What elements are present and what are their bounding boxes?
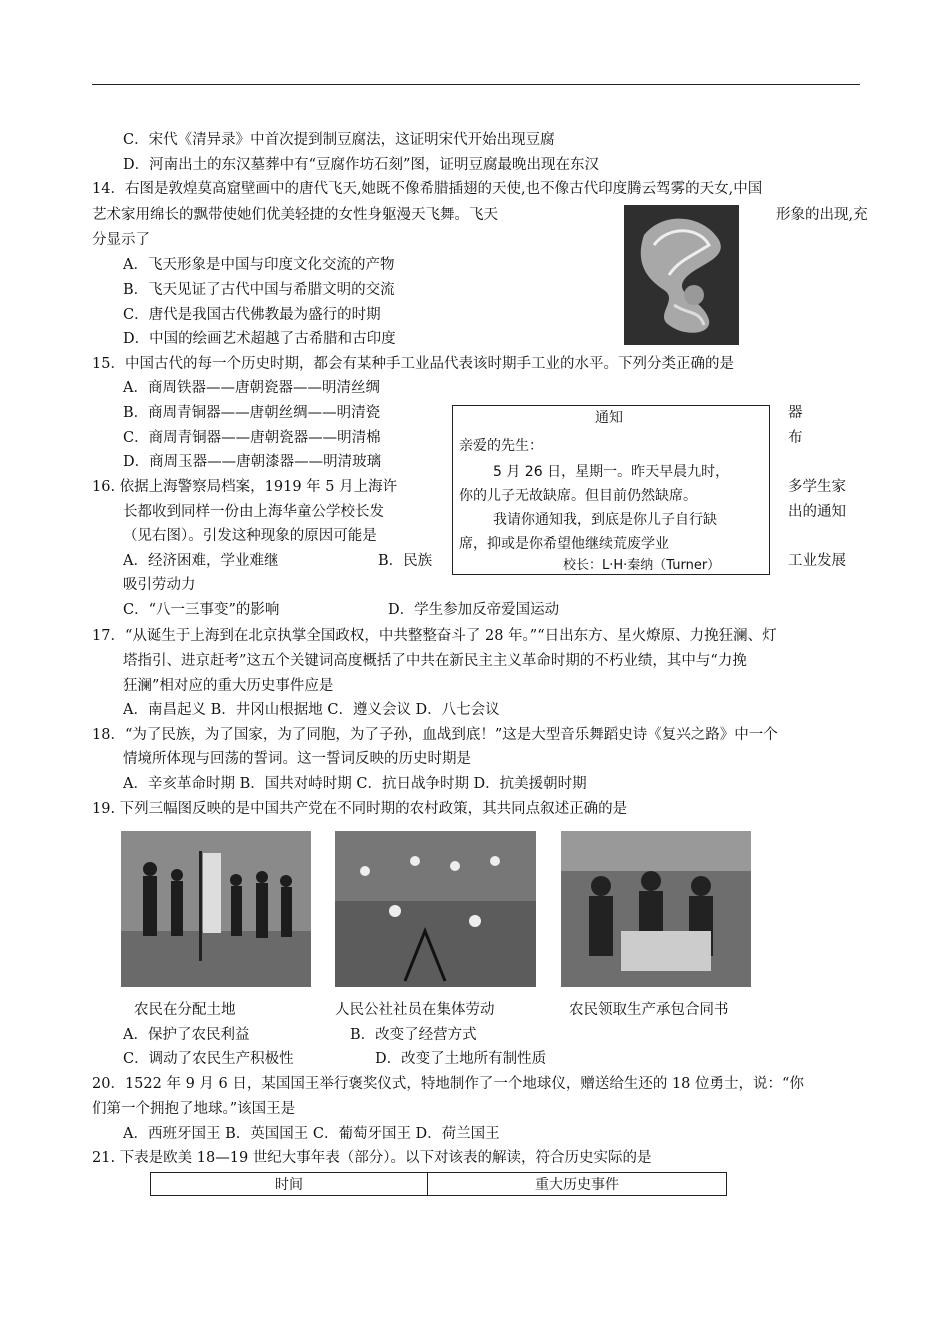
q14-option-d: D．中国的绘画艺术超越了古希腊和古印度 <box>123 331 396 347</box>
q18-stem-line1: 18．“为了民族，为了国家，为了同胞，为了子孙，血战到底！”这是大型音乐舞蹈史诗《复兴之路》中一个 <box>92 727 778 743</box>
q15-option-b: B．商周青铜器——唐朝丝绸——明清瓷 <box>123 405 381 421</box>
caption-commune-labor: 人民公社社员在集体劳动 <box>335 1002 495 1018</box>
q14-stem-line1: 14．右图是敦煌莫高窟壁画中的唐代飞天,她既不像希腊插翅的天使,也不像古代印度腾云驾雾的天女,中国 <box>92 181 763 197</box>
q17-stem-line1: 17．“从诞生于上海到在北京执掌全国政权，中共整整奋斗了 28 年。”“日出东方、星火燎原、力挽狂澜、灯 <box>92 628 777 644</box>
q17-stem-line3: 狂澜”相对应的重大历史事件应是 <box>123 678 334 694</box>
q20-stem-line1: 20．1522 年 9 月 6 日，某国国王举行褒奖仪式，特地制作了一个地球仪，赠送给生还的 18 位勇士，说：“你 <box>92 1076 804 1092</box>
q17-options: A．南昌起义 B．井冈山根据地 C．遵义会议 D．八七会议 <box>123 702 500 718</box>
q15-option-c-tail: 布 <box>788 430 803 446</box>
q15-option-a: A．商周铁器——唐朝瓷器——明清丝绸 <box>123 380 380 396</box>
notice-greeting: 亲爱的先生： <box>459 438 543 454</box>
q18-stem-line2: 情境所体现与回荡的誓词。这一誓词反映的历史时期是 <box>123 751 471 767</box>
caption-contract-signing: 农民领取生产承包合同书 <box>569 1002 729 1018</box>
q16-option-d: D．学生参加反帝爱国运动 <box>388 602 560 618</box>
q15-option-d: D．商周玉器——唐朝漆器——明清玻璃 <box>123 454 382 470</box>
q19-stem: 19. 下列三幅图反映的是中国共产党在不同时期的农村政策，其共同点叙述正确的是 <box>92 801 628 817</box>
q14-option-b: B．飞天见证了古代中国与希腊文明的交流 <box>123 282 395 298</box>
q18-options: A．辛亥革命时期 B．国共对峙时期 C．抗日战争时期 D．抗美援朝时期 <box>123 776 587 792</box>
notice-body-3: 我请你通知我，到底是你儿子自行缺 <box>493 512 717 528</box>
feitian-mural-image <box>624 205 739 345</box>
q15-stem: 15．中国古代的每一个历史时期，都会有某种手工业品代表该时期手工业的水平。下列分类正确的是 <box>92 356 734 372</box>
q13-option-c: C．宋代《清异录》中首次提到制豆腐法，这证明宋代开始出现豆腐 <box>123 132 555 148</box>
table-header-events: 重大历史事件 <box>428 1173 727 1196</box>
q19-option-d: D．改变了土地所有制性质 <box>375 1051 547 1067</box>
notice-signature: 校长：L·H·秦纳（Turner） <box>563 558 721 573</box>
table-header-row <box>151 1173 727 1196</box>
q14-stem-line2-tail: 形象的出现,充 <box>776 207 868 223</box>
q16-stem-line1: 16. 依据上海警察局档案，1919 年 5 月上海许 <box>92 479 398 495</box>
events-table <box>150 1172 727 1196</box>
notice-body-2: 你的儿子无故缺席。但目前仍然缺席。 <box>459 488 697 504</box>
q16-stem-line2-tail: 出的通知 <box>788 504 846 520</box>
q16-option-c: C．“八一三事变”的影响 <box>123 602 280 618</box>
q16-stem-line3: （见右图）。引发这种现象的原因可能是 <box>123 528 377 544</box>
q16-option-b: B．民族 <box>378 553 433 569</box>
q16-stem-line2: 长都收到同样一份由上海华童公学校长发 <box>123 504 384 520</box>
notice-box <box>452 405 770 575</box>
q19-option-a: A．保护了农民利益 <box>123 1027 250 1043</box>
photo-land-distribution <box>121 831 311 987</box>
header-rule <box>92 84 860 85</box>
notice-title: 通知 <box>595 410 623 426</box>
q16-option-a: A．经济困难，学业难继 <box>123 553 279 569</box>
notice-body-4: 席，抑或是你希望他继续荒废学业 <box>459 536 669 552</box>
photo-commune-labor <box>335 831 536 987</box>
q20-stem-line2: 们第一个拥抱了地球。”该国王是 <box>92 1101 296 1117</box>
q20-options: A．西班牙国王 B．英国国王 C．葡萄牙国王 D．荷兰国王 <box>123 1126 500 1142</box>
table-header-time: 时间 <box>151 1173 428 1196</box>
photo-contract-signing <box>561 831 751 987</box>
q16-stem-line1-tail: 多学生家 <box>788 479 846 495</box>
q16-option-b-tail: 工业发展 <box>788 553 846 569</box>
q15-option-c: C．商周青铜器——唐朝瓷器——明清棉 <box>123 430 381 446</box>
notice-body-1: 5 月 26 日，星期一。昨天早晨九时， <box>493 464 730 480</box>
q13-option-d: D．河南出土的东汉墓葬中有“豆腐作坊石刻”图，证明豆腐最晚出现在东汉 <box>123 157 599 173</box>
q14-stem-line3: 分显示了 <box>92 232 150 248</box>
q19-option-b: B．改变了经营方式 <box>350 1027 477 1043</box>
q17-stem-line2: 塔指引、进京赶考”这五个关键词高度概括了中共在新民主主义革命时期的不朽业绩，其中与“力挽 <box>123 653 747 669</box>
q21-stem: 21. 下表是欧美 18—19 世纪大事年表（部分）。以下对该表的解读，符合历史实际的是 <box>92 1150 652 1166</box>
q14-option-c: C．唐代是我国古代佛教最为盛行的时期 <box>123 307 381 323</box>
q14-stem-line2: 艺术家用绵长的飘带使她们优美轻捷的女性身躯漫天飞舞。飞天 <box>92 207 498 223</box>
q15-option-b-tail: 器 <box>788 405 803 421</box>
caption-land-distribution: 农民在分配土地 <box>134 1002 236 1018</box>
q19-option-c: C．调动了农民生产积极性 <box>123 1051 294 1067</box>
q16-option-b-cont: 吸引劳动力 <box>123 577 196 593</box>
q14-option-a: A．飞天形象是中国与印度文化交流的产物 <box>123 257 395 273</box>
